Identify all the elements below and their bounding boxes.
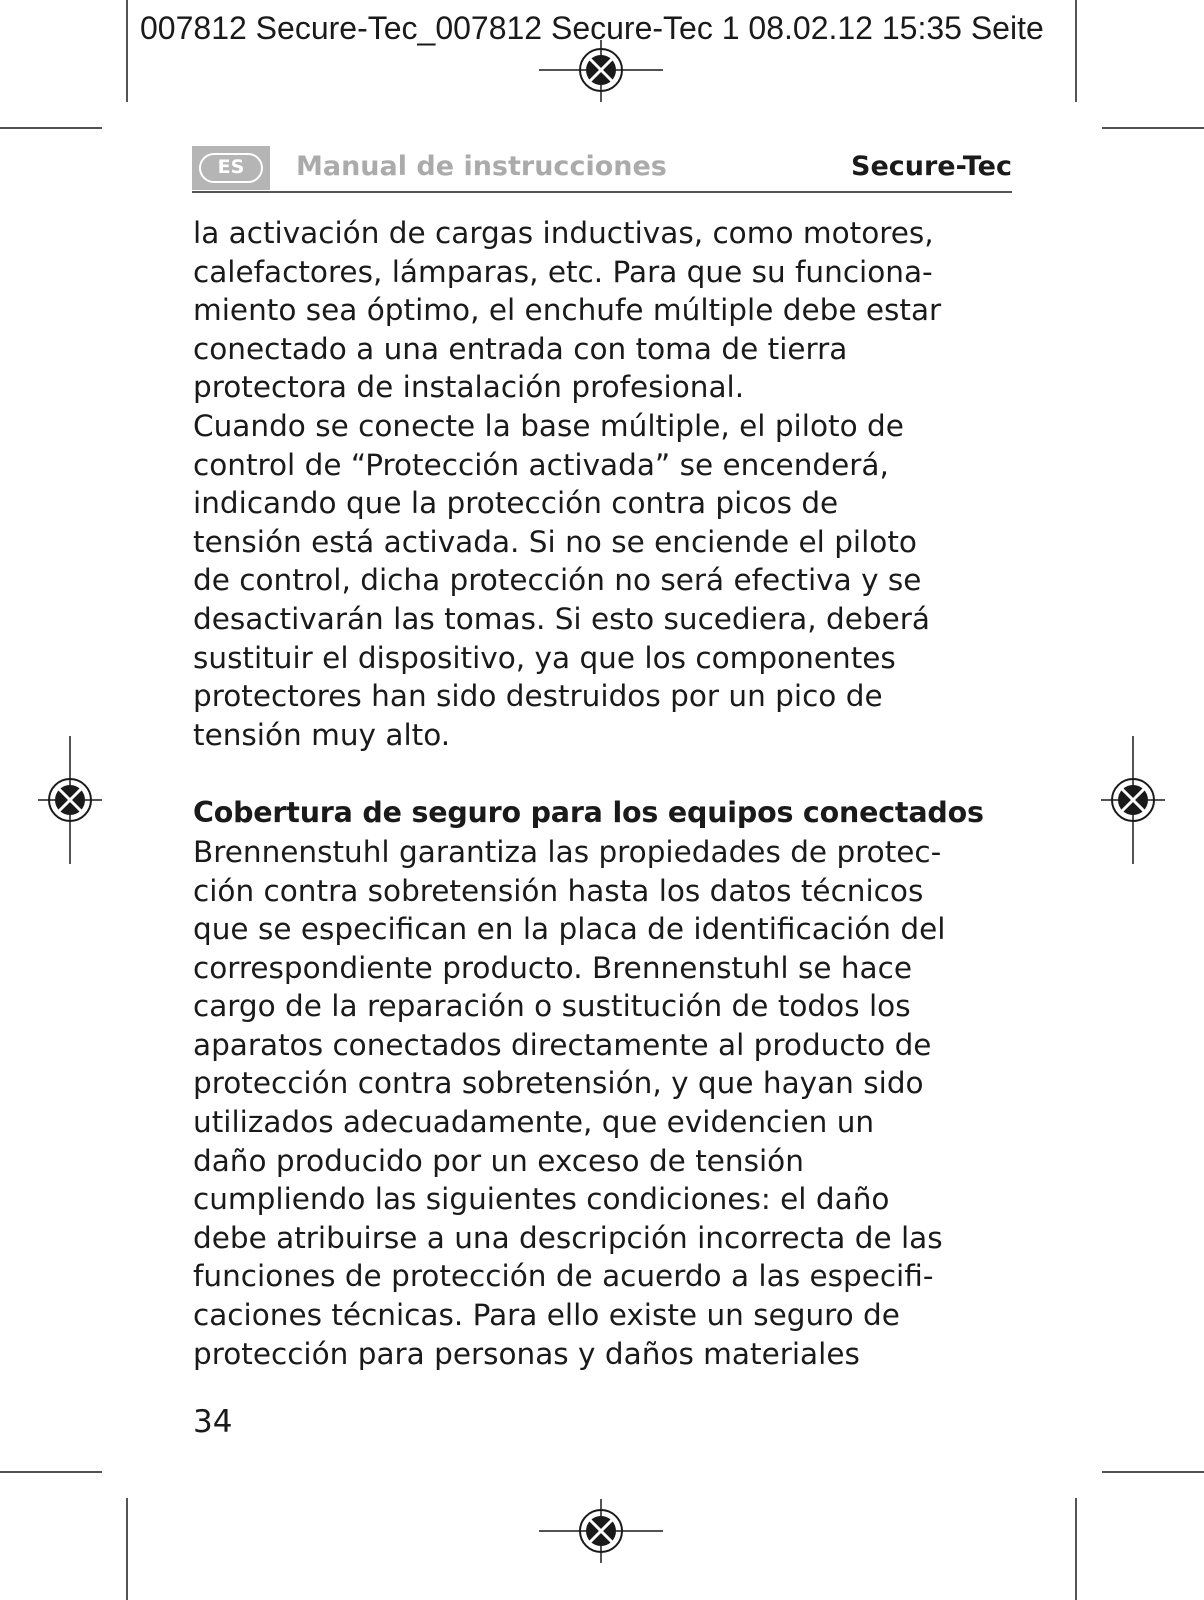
product-name: Secure-Tec [851, 151, 1012, 182]
text-line: protección contra sobretensión, y que hayan sido [193, 1066, 924, 1101]
print-slug-line: 007812 Secure-Tec_007812 Secure-Tec 1 08.02.12 15:35 Seite [140, 10, 1044, 46]
text-line: aparatos conectados directamente al producto de [193, 1027, 932, 1062]
page-number: 34 [193, 1404, 233, 1440]
text-line: debe atribuirse a una descripción incorrecta de las [193, 1220, 943, 1255]
registration-mark-top-icon [539, 40, 663, 102]
registration-mark-bottom-icon [539, 1499, 663, 1563]
body-text [193, 214, 1023, 1373]
text-line: conectado a una entrada con toma de tierra [193, 331, 848, 366]
text-line: utilizados adecuadamente, que evidencien un [193, 1105, 875, 1140]
text-line: protectores han sido destruidos por un pico de [193, 679, 883, 714]
text-line: de control, dicha protección no será efectiva y se [193, 563, 922, 598]
text-line: Brennenstuhl garantiza las propiedades de protec- [193, 834, 942, 869]
paragraph-1 [193, 214, 1023, 407]
section-insurance [193, 794, 1023, 1373]
registration-mark-left-icon [38, 736, 102, 864]
paragraph-2 [193, 407, 1023, 754]
text-line: caciones técnicas. Para ello existe un seguro de [193, 1298, 900, 1333]
text-line: desactivarán las tomas. Si esto sucediera, deberá [193, 601, 930, 636]
language-code: ES [199, 153, 263, 183]
text-line: daño producido por un exceso de tensión [193, 1143, 804, 1178]
text-line: sustituir el dispositivo, ya que los componentes [193, 640, 896, 675]
text-line: tensión está activada. Si no se enciende el piloto [193, 524, 917, 559]
language-badge [192, 146, 270, 190]
text-line: cargo de la reparación o sustitución de todos los [193, 989, 911, 1024]
text-line: indicando que la protección contra picos de [193, 486, 839, 521]
manual-title: Manual de instrucciones [296, 151, 667, 182]
header-divider [192, 191, 1012, 193]
text-line: protectora de instalación profesional. [193, 370, 745, 405]
text-line: ción contra sobretensión hasta los datos técnicos [193, 873, 924, 908]
paragraph-spacer [193, 754, 1023, 794]
section-heading: Cobertura de seguro para los equipos conectados [193, 796, 984, 830]
text-line: control de “Protección activada” se encenderá, [193, 447, 889, 482]
text-line: Cuando se conecte la base múltiple, el piloto de [193, 408, 904, 443]
page-header [192, 146, 1012, 190]
registration-mark-right-icon [1101, 736, 1165, 864]
text-line: calefactores, lámparas, etc. Para que su funciona- [193, 254, 933, 289]
text-line: la activación de cargas inductivas, como motores, [193, 216, 934, 250]
text-line: correspondiente producto. Brennenstuhl se hace [193, 950, 913, 985]
text-line: funciones de protección de acuerdo a las especifi- [193, 1259, 934, 1294]
text-line: tensión muy alto. [193, 717, 451, 752]
text-line: que se especifican en la placa de identificación del [193, 912, 946, 947]
text-line: cumpliendo las siguientes condiciones: el daño [193, 1182, 890, 1217]
text-line: protección para personas y daños materiales [193, 1336, 860, 1371]
text-line: miento sea óptimo, el enchufe múltiple debe estar [193, 293, 942, 328]
